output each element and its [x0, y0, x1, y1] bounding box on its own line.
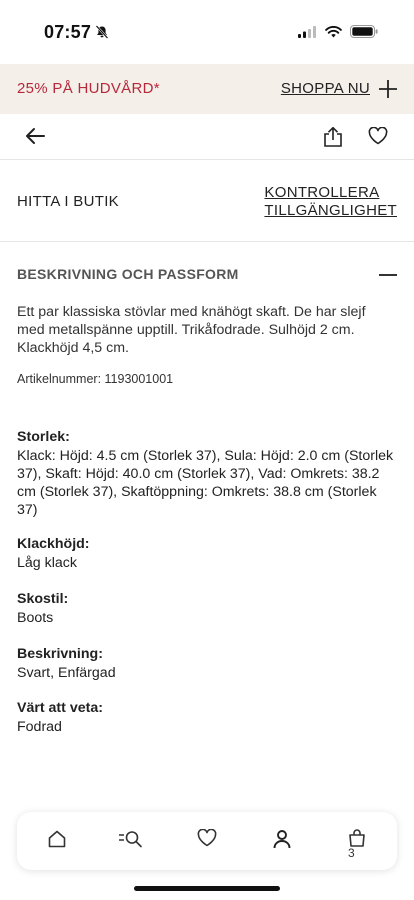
minus-icon[interactable] [379, 274, 397, 276]
attribute-label: Värt att veta: [17, 700, 103, 716]
heart-icon[interactable] [368, 127, 388, 150]
attribute-value: Svart, Enfärgad [17, 665, 116, 681]
check-availability-line-2: TILLGÄNGLIGHET [264, 202, 397, 219]
attribute-label: Storlek: [17, 429, 70, 445]
attribute-size [17, 428, 397, 519]
find-in-store-link[interactable]: HITTA I BUTIK [17, 193, 119, 210]
heart-icon[interactable] [197, 829, 217, 852]
section-title: BESKRIVNING OCH PASSFORM [17, 266, 239, 282]
promo-banner[interactable] [0, 64, 414, 114]
attribute-description [17, 645, 397, 682]
signal-icon [298, 25, 317, 43]
store-row [0, 182, 414, 222]
status-time: 07:57 [44, 22, 92, 42]
attribute-label: Beskrivning: [17, 646, 103, 662]
promo-text[interactable]: 25% PÅ HUDVÅRD* [17, 80, 160, 97]
back-arrow-icon[interactable] [24, 127, 46, 150]
search-icon[interactable] [118, 829, 144, 854]
person-icon[interactable] [272, 829, 292, 854]
attribute-shoe-style [17, 590, 397, 627]
description-section-header[interactable] [17, 265, 397, 285]
shop-now-link[interactable]: SHOPPA NU [280, 80, 370, 97]
plus-icon[interactable] [378, 79, 398, 104]
product-description: Ett par klassiska stövlar med knähögt skaft. De har slejf med metallspänne upptill. Trikåfodrade. Sulhöjd 2 cm. Klackhöjd 4,5 cm. [17, 304, 366, 356]
attribute-label: Skostil: [17, 591, 69, 607]
attribute-value: Fodrad [17, 719, 62, 735]
attribute-value: Låg klack [17, 555, 77, 571]
cart-count-badge: 3 [348, 846, 355, 860]
bell-off-icon [95, 25, 109, 44]
bottom-navigation [17, 812, 397, 870]
share-icon[interactable] [323, 126, 343, 153]
check-availability-link[interactable] [264, 184, 397, 220]
home-indicator [134, 886, 280, 891]
attribute-value: Klack: Höjd: 4.5 cm (Storlek 37), Sula: Höjd: 2.0 cm (Storlek 37), Skaft: Höjd: 40.0 cm (Storlek 37), Vad: Omkrets: 38.2 cm (Storlek 37), Skaftöppning: Omkrets: 38.8 cm (Storlek 37) [17, 448, 394, 518]
status-bar [0, 0, 414, 64]
attribute-value: Boots [17, 610, 54, 626]
article-number: Artikelnummer: 1193001001 [17, 372, 174, 386]
wifi-icon [325, 25, 342, 43]
top-bar [0, 114, 414, 160]
home-icon[interactable] [47, 829, 67, 854]
attribute-label: Klackhöjd: [17, 536, 90, 552]
divider [0, 241, 414, 242]
battery-icon [350, 25, 378, 43]
attribute-good-to-know [17, 699, 397, 736]
attribute-heel-height [17, 535, 397, 572]
check-availability-line-1: KONTROLLERA [264, 184, 380, 201]
